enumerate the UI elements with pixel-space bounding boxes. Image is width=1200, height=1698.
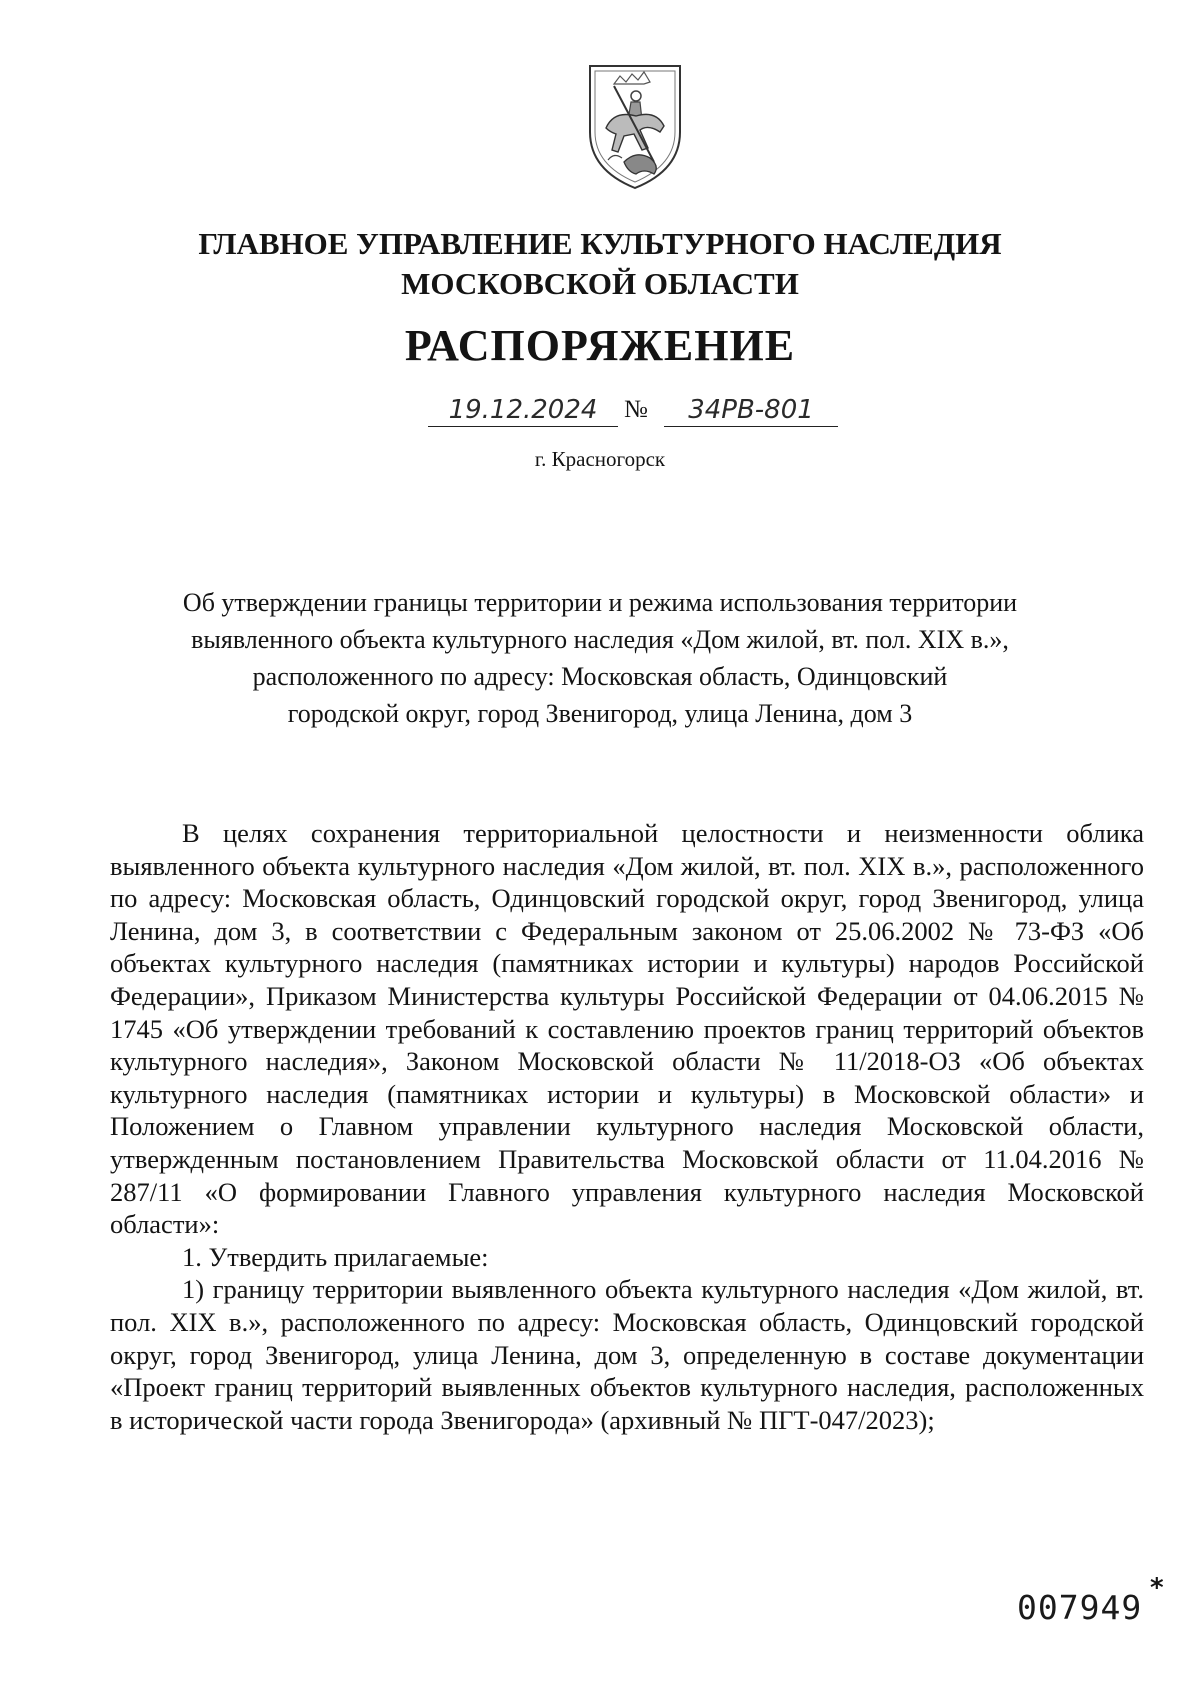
- organization-title: [0, 224, 1200, 304]
- document-body: [110, 817, 1144, 1436]
- body-paragraph-subitem-1: 1) границу территории выявленного объекта культурного наследия «Дом жилой, вт. пол. XIX в.», расположенного по адресу: Московская область, Одинцовский городской округ, город Звенигород, улица Ленина, дом 3, определенную в составе документации «Проект границ территорий выявленных объектов культурного наследия, расположенных в исторической части города Звенигорода» (архивный № ПГТ-047/2023);: [110, 1274, 1144, 1435]
- number-sign: №: [624, 396, 648, 423]
- body-paragraph-preamble: В целях сохранения территориальной целостности и неизменности облика выявленного объекта культурного наследия «Дом жилой, вт. пол. XIX в.», расположенного по адресу: Московская область, Одинцовский городской округ, город Звенигород, улица Ленина, дом 3, в соответствии с Федеральным законом от 25.06.2002 № 73-ФЗ «Об объектах культурного наследия (памятниках истории и культуры) народов Российской Федерации», Приказом Министерства культуры Российской Федерации от 04.06.2015 № 1745 «Об утверждении требований к составлению проектов границ территорий объектов культурного наследия», Законом Московской области № 11/2018-ОЗ «Об объектах культурного наследия (памятниках истории и культуры) в Московской области» и Положением о Главном управлении культурного наследия Московской области, утвержденным постановлением Правительства Московской области от 11.04.2016 № 287/11 «О формировании Главного управления культурного наследия Московской области»:: [110, 818, 1144, 1240]
- organization-title-line2: МОСКОВСКОЙ ОБЛАСТИ: [401, 266, 799, 301]
- subject-line3: расположенного по адресу: Московская область, Одинцовский: [252, 662, 948, 691]
- asterisk-mark: *: [1150, 1573, 1164, 1603]
- subject-line2: выявленного объекта культурного наследия «Дом жилой, вт. пол. XIX в.»,: [191, 625, 1009, 654]
- organization-title-line1: ГЛАВНОЕ УПРАВЛЕНИЕ КУЛЬТУРНОГО НАСЛЕДИЯ: [198, 226, 1002, 261]
- document-subject: [140, 584, 1060, 732]
- document-type-heading: РАСПОРЯЖЕНИЕ: [404, 321, 796, 370]
- city-name: г. Красногорск: [534, 447, 666, 471]
- body-paragraph-item-1: 1. Утвердить прилагаемые:: [182, 1241, 489, 1272]
- document-date: 19.12.2024: [428, 394, 618, 427]
- subject-line4: городской округ, город Звенигород, улица Ленина, дом 3: [287, 699, 913, 728]
- date-number-line: [428, 394, 838, 430]
- serial-number: 007949: [1017, 1588, 1143, 1627]
- coat-of-arms-icon: [584, 62, 686, 192]
- subject-line1: Об утверждении границы территории и режима использования территории: [182, 588, 1018, 617]
- document-number: 34РВ-801: [664, 394, 838, 427]
